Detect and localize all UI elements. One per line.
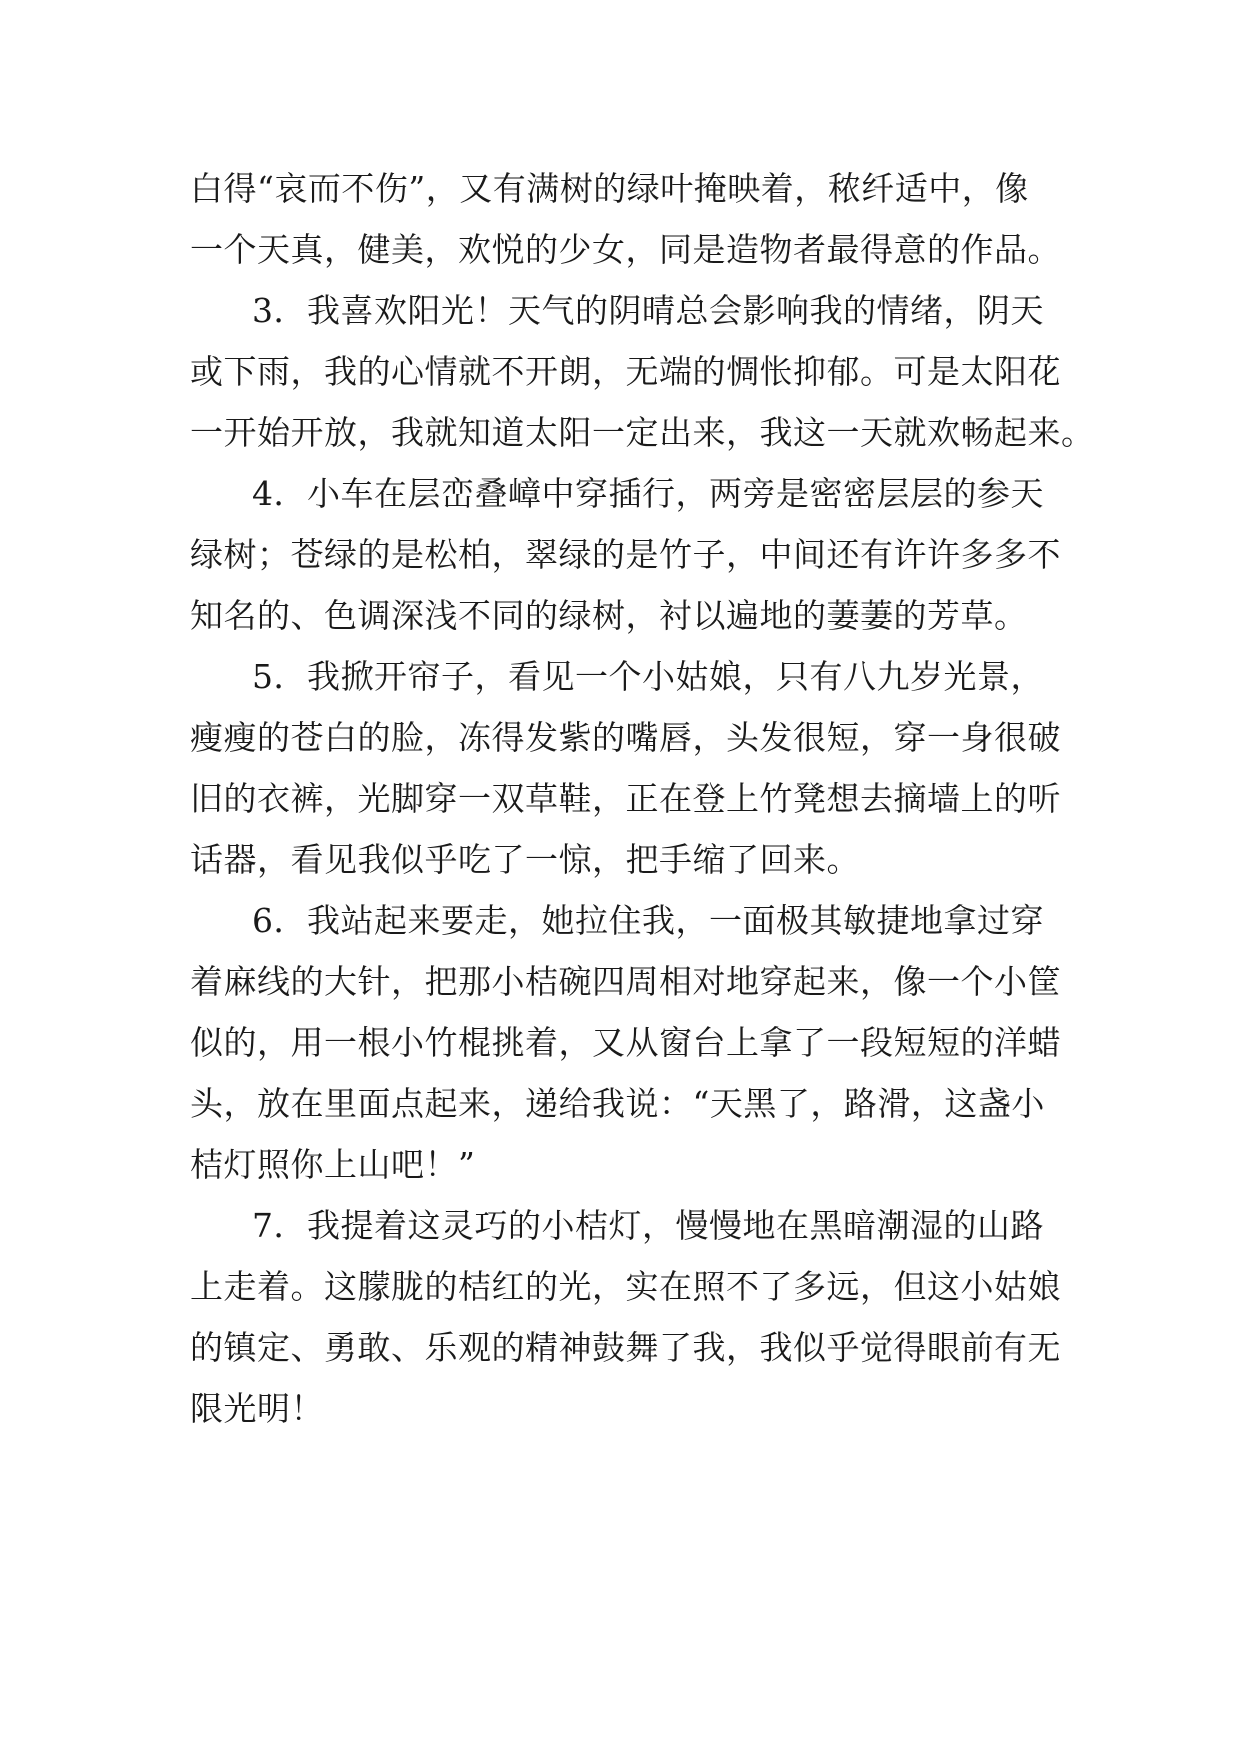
text-line: 着麻线的大针，把那小桔碗四周相对地穿起来，像一个小筐: [190, 962, 1061, 1001]
text-line: 头，放在里面点起来，递给我说：“天黑了，路滑，这盏小: [190, 1084, 1045, 1123]
text-line: 桔灯照你上山吧！”: [190, 1145, 476, 1184]
body-text: [190, 158, 1095, 1439]
paragraph-5-start: 5．我掀开帘子，看见一个小姑娘，只有八九岁光景，: [252, 657, 1044, 696]
text-line: 一个天真，健美，欢悦的少女，同是造物者最得意的作品。: [190, 230, 1061, 269]
text-line: 知名的、色调深浅不同的绿树，衬以遍地的萋萋的芳草。: [190, 596, 1028, 635]
paragraph-3-start: 3．我喜欢阳光！天气的阴晴总会影响我的情绪，阴天: [252, 291, 1044, 330]
text-line: 话器，看见我似乎吃了一惊，把手缩了回来。: [190, 840, 860, 879]
text-line: 或下雨，我的心情就不开朗，无端的惆怅抑郁。可是太阳花: [190, 352, 1061, 391]
text-line: 瘦瘦的苍白的脸，冻得发紫的嘴唇，头发很短，穿一身很破: [190, 718, 1061, 757]
text-line: 旧的衣裤，光脚穿一双草鞋，正在登上竹凳想去摘墙上的听: [190, 779, 1061, 818]
text-line: 的镇定、勇敢、乐观的精神鼓舞了我，我似乎觉得眼前有无: [190, 1328, 1061, 1367]
text-line: 限光明！: [190, 1389, 324, 1428]
text-line: 上走着。这朦胧的桔红的光，实在照不了多远，但这小姑娘: [190, 1267, 1061, 1306]
text-line: 一开始开放，我就知道太阳一定出来，我这一天就欢畅起来。: [190, 413, 1095, 452]
text-line: 似的，用一根小竹棍挑着，又从窗台上拿了一段短短的洋蜡: [190, 1023, 1061, 1062]
paragraph-4-start: 4．小车在层峦叠嶂中穿插行，两旁是密密层层的参天: [252, 474, 1044, 513]
paragraph-6-start: 6．我站起来要走，她拉住我，一面极其敏捷地拿过穿: [252, 901, 1044, 940]
text-line: 绿树；苍绿的是松柏，翠绿的是竹子，中间还有许许多多不: [190, 535, 1061, 574]
text-line: 白得“哀而不伤”，又有满树的绿叶掩映着，秾纤适中，像: [190, 169, 1029, 208]
paragraph-7-start: 7．我提着这灵巧的小桔灯，慢慢地在黑暗潮湿的山路: [252, 1206, 1044, 1245]
